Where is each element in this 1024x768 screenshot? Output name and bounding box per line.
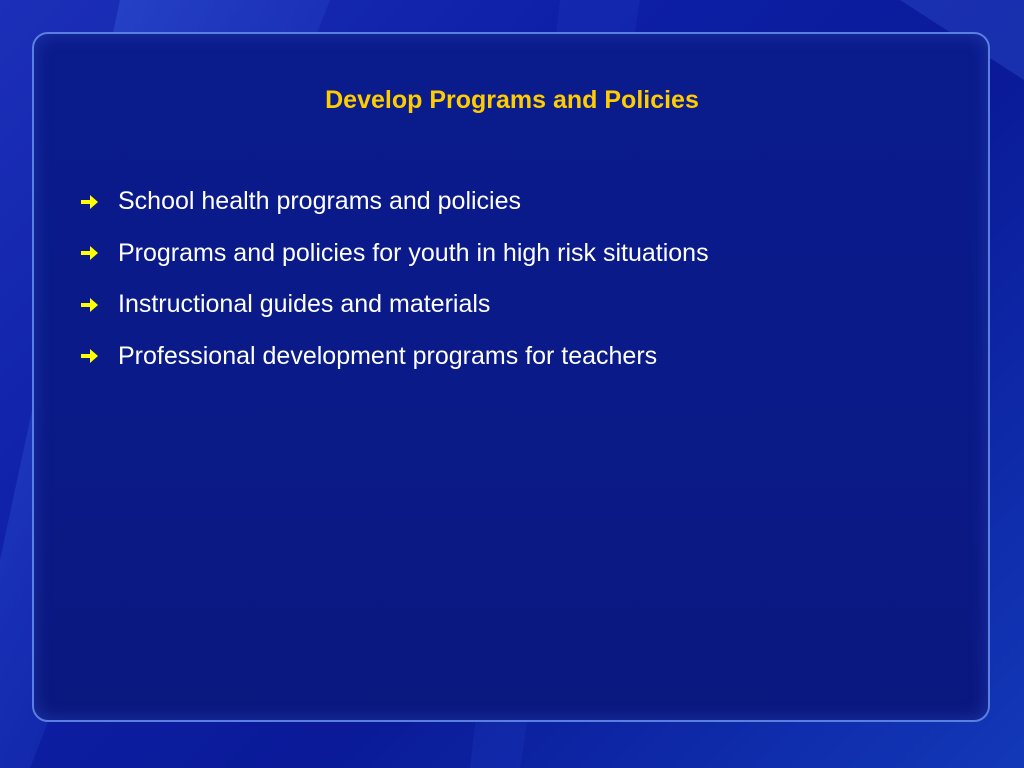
bullet-text: Professional development programs for teachers xyxy=(118,341,658,370)
slide-title: Develop Programs and Policies xyxy=(325,86,699,114)
arrow-right-icon xyxy=(78,242,100,264)
list-item xyxy=(78,279,709,331)
list-item xyxy=(78,176,709,228)
arrow-right-icon xyxy=(78,294,100,316)
bullet-list xyxy=(78,176,709,382)
list-item xyxy=(78,228,709,280)
bullet-text: Programs and policies for youth in high risk situations xyxy=(118,238,709,267)
list-item xyxy=(78,331,709,383)
bullet-text: School health programs and policies xyxy=(118,187,522,216)
arrow-right-icon xyxy=(78,191,100,213)
bullet-text: Instructional guides and materials xyxy=(118,290,491,319)
arrow-right-icon xyxy=(78,345,100,367)
